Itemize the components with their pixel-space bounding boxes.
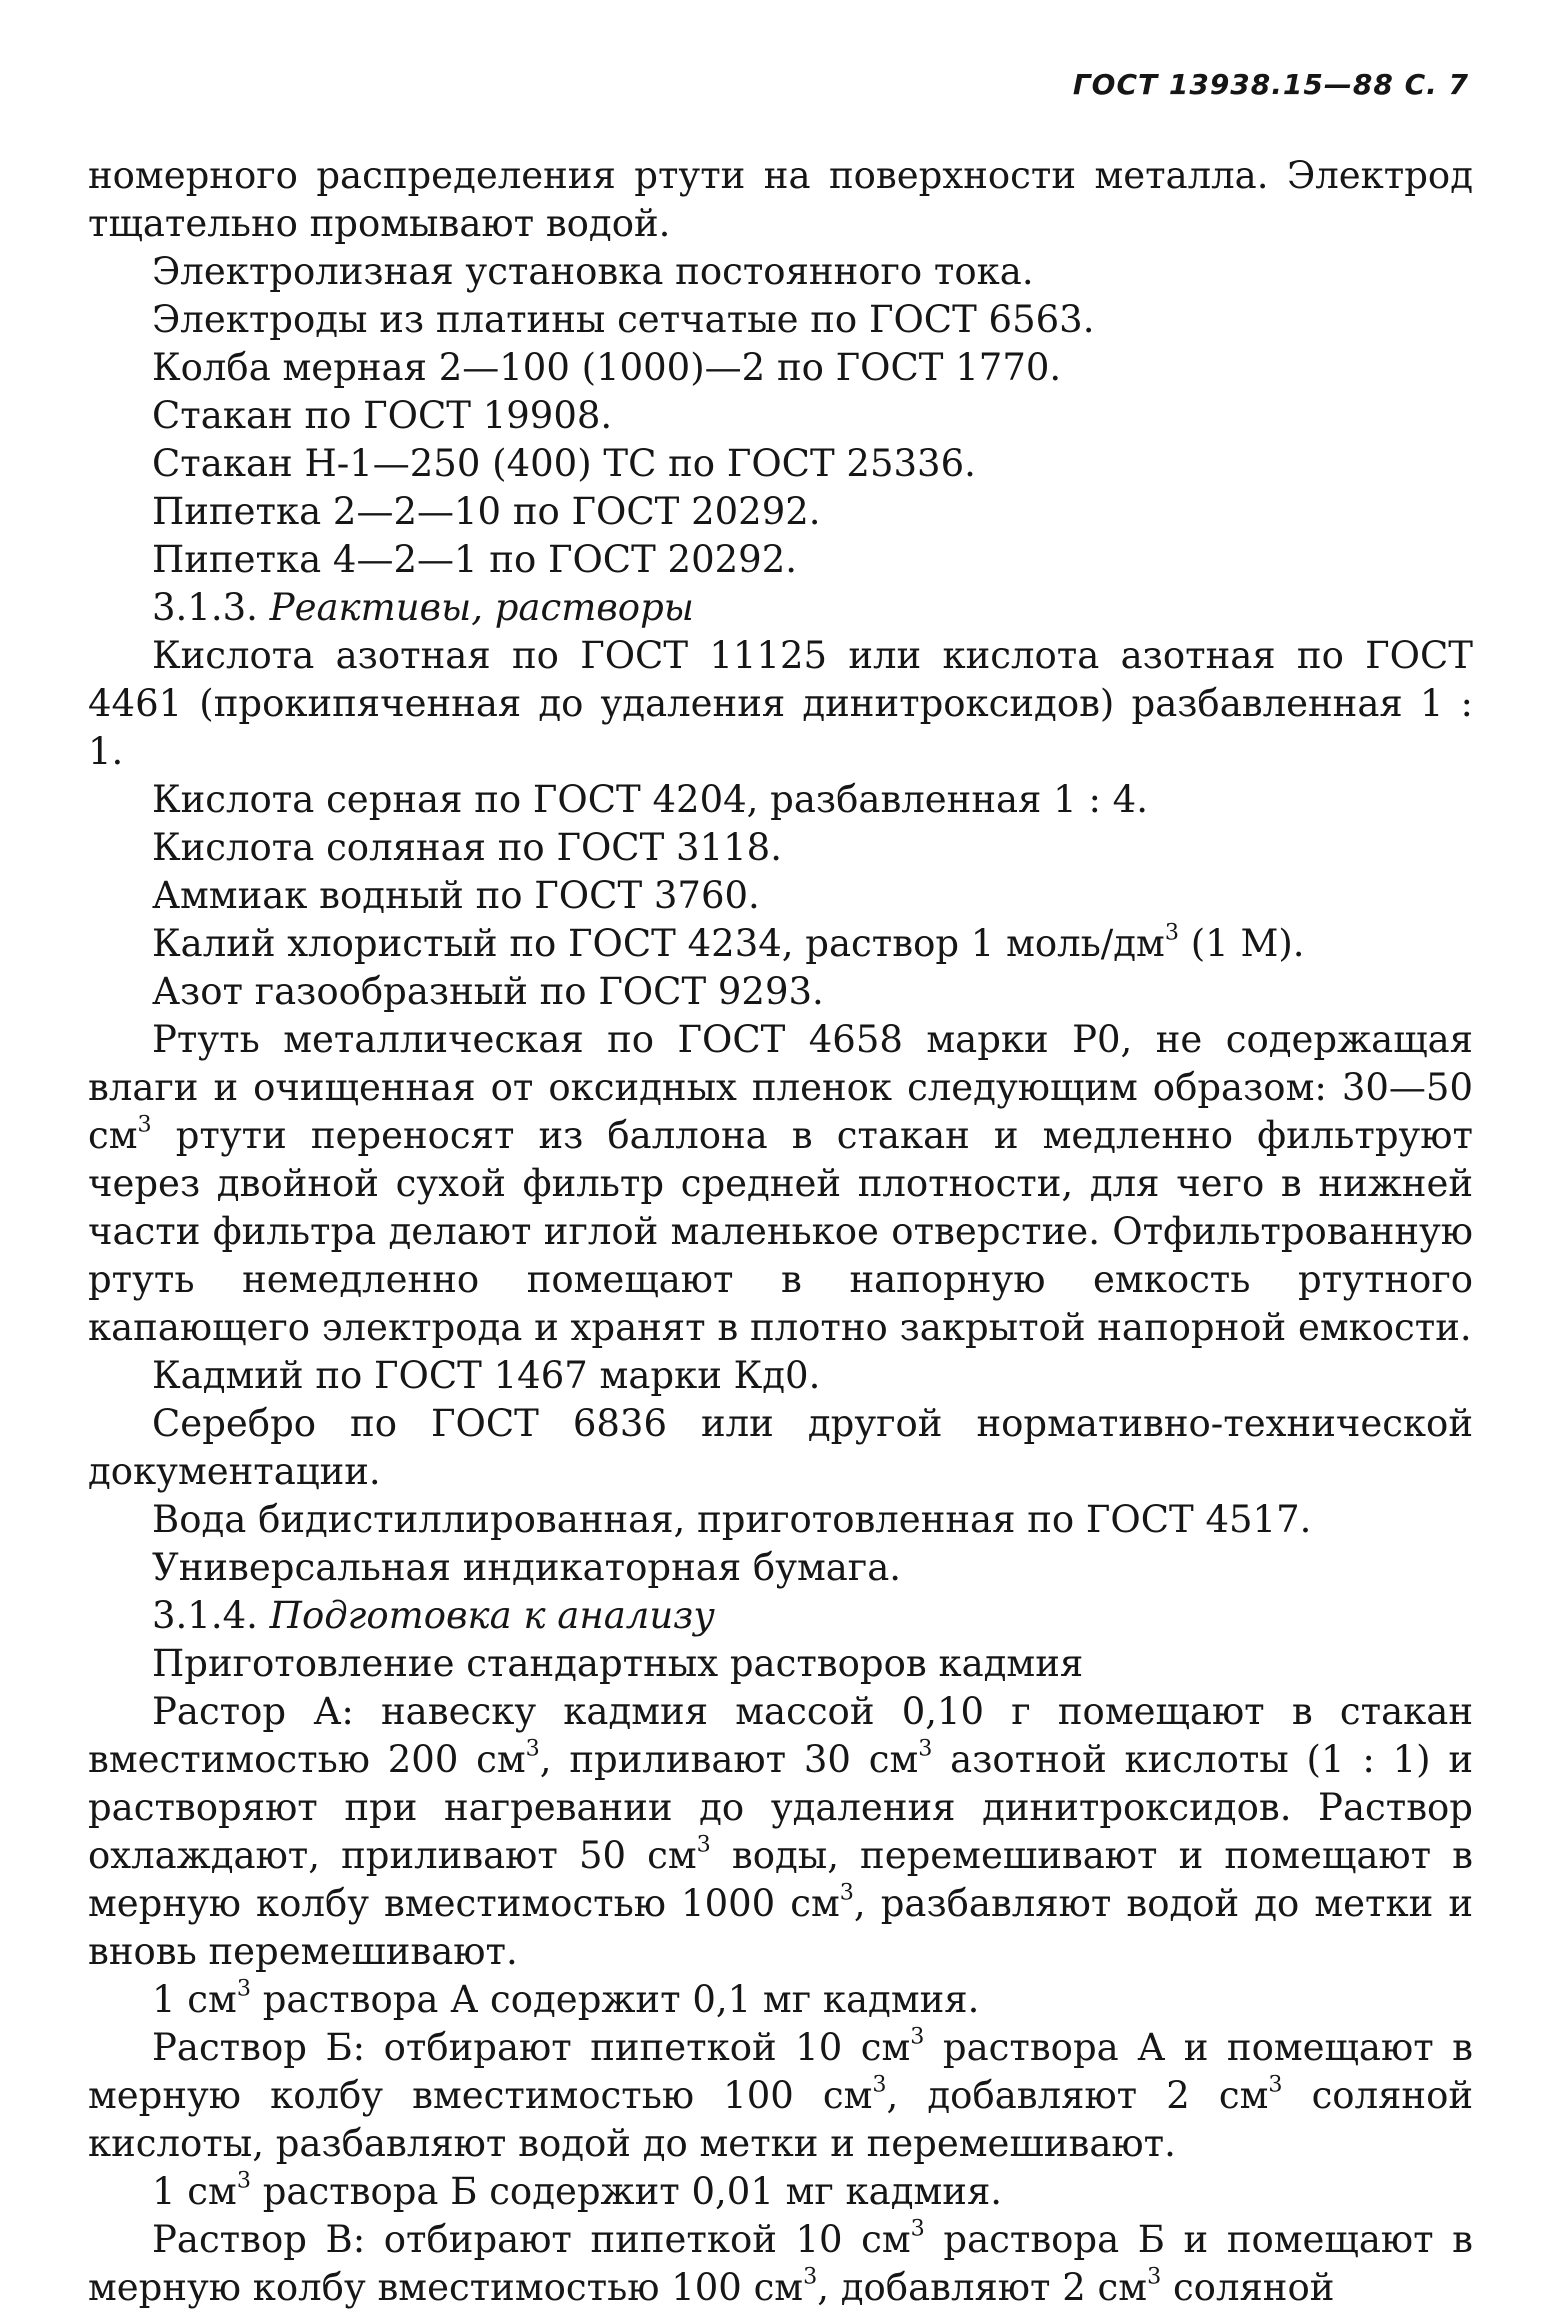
paragraph-text: воды, перемешивают и помещают в мерную колбу вместимостью 1000 см (88, 1834, 1474, 1925)
superscript: 3 (918, 1735, 933, 1762)
paragraph: Пипетка 4—2—1 по ГОСТ 20292. (152, 538, 798, 581)
superscript: 3 (839, 1879, 854, 1906)
superscript: 3 (803, 2263, 818, 2290)
paragraph: Электролизная установка постоянного тока. (152, 250, 1034, 293)
paragraph-text: раствора А содержит 0,1 мг кадмия. (250, 1978, 980, 2021)
paragraph: Стакан по ГОСТ 19908. (152, 394, 613, 437)
section-number: 3.1.3. (152, 586, 258, 629)
paragraph (88, 1016, 1473, 1352)
section-title: Реактивы, растворы (269, 586, 694, 629)
paragraph (88, 2168, 1473, 2216)
paragraph-text: Раствор Б: отбирают пипеткой 10 см (152, 2026, 911, 2069)
paragraph (88, 920, 1473, 968)
paragraph-text: раствора Б и помещают в мерную колбу вместимостью 100 см (88, 2218, 1473, 2309)
body-text (88, 152, 1473, 2312)
paragraph-text: 1 см (152, 2170, 237, 2213)
paragraph: Электроды из платины сетчатые по ГОСТ 6563. (152, 298, 1095, 341)
paragraph-text: , разбавляют водой до метки и вновь перемешивают. (88, 1882, 1473, 1973)
paragraph-text: соляной (1161, 2266, 1335, 2309)
paragraph: Кислота соляная по ГОСТ 3118. (152, 826, 782, 869)
paragraph-text: Ртуть металлическая по ГОСТ 4658 марки Р0, не содержащая влаги и очищенная от оксидных пленок следующим образом: 30—50 см (88, 1018, 1473, 1157)
paragraph: Приготовление стандартных растворов кадмия (152, 1642, 1084, 1685)
paragraph: Кадмий по ГОСТ 1467 марки Кд0. (152, 1354, 821, 1397)
section-title: Подготовка к анализу (269, 1594, 715, 1637)
paragraph-text: 1 см (152, 1978, 237, 2021)
paragraph: Аммиак водный по ГОСТ 3760. (152, 874, 760, 917)
superscript: 3 (236, 2167, 251, 2194)
paragraph-text: Калий хлористый по ГОСТ 4234, раствор 1 моль/дм (152, 922, 1165, 965)
paragraph (88, 2216, 1473, 2312)
paragraph: Пипетка 2—2—10 по ГОСТ 20292. (152, 490, 821, 533)
section-heading (88, 1592, 1473, 1640)
paragraph (88, 1688, 1473, 1976)
paragraph: Кислота азотная по ГОСТ 11125 или кислота азотная по ГОСТ 4461 (прокипяченная до удаления динитроксидов) разбавленная 1 : 1. (88, 634, 1473, 773)
paragraph-text: , добавляют 2 см (817, 2266, 1148, 2309)
paragraph-text: ртути переносят из баллона в стакан и медленно фильтруют через двойной сухой фильтр средней плотности, для чего в нижней части фильтра делают иглой маленькое отверстие. Отфильтрованную ртуть немедленно помещают в напорную емкость ртутного капающего электрода и хранят в плотно закрытой напорной емкости. (88, 1114, 1473, 1349)
paragraph-text: Растор А: навеску кадмия массой 0,10 г помещают в стакан вместимостью 200 см (88, 1690, 1473, 1781)
paragraph: Вода бидистиллированная, приготовленная по ГОСТ 4517. (152, 1498, 1312, 1541)
superscript: 3 (137, 1111, 152, 1138)
superscript: 3 (1164, 919, 1179, 946)
running-head: ГОСТ 13938.15—88 С. 7 (1072, 68, 1469, 101)
superscript: 3 (1147, 2263, 1162, 2290)
paragraph (88, 2024, 1473, 2168)
paragraph: Серебро по ГОСТ 6836 или другой нормативно-технической документации. (88, 1402, 1473, 1493)
paragraph-text: , приливают 30 см (539, 1738, 919, 1781)
superscript: 3 (872, 2071, 887, 2098)
paragraph-text: соляной кислоты, разбавляют водой до метки и перемешивают. (88, 2074, 1474, 2165)
section-heading (88, 584, 1473, 632)
paragraph-text: азотной кислоты (1 : 1) и растворяют при нагревании до удаления динитроксидов. Раствор охлаждают, приливают 50 см (88, 1738, 1474, 1877)
paragraph: номерного распределения ртути на поверхности металла. Электрод тщательно промывают водой. (88, 154, 1473, 245)
paragraph-text: Раствор В: отбирают пипеткой 10 см (152, 2218, 911, 2261)
superscript: 3 (910, 2023, 925, 2050)
paragraph: Универсальная индикаторная бумага. (152, 1546, 902, 1589)
paragraph-text: , добавляют 2 см (886, 2074, 1269, 2117)
paragraph-text: раствора Б содержит 0,01 мг кадмия. (250, 2170, 1003, 2213)
superscript: 3 (236, 1975, 251, 2002)
superscript: 3 (910, 2215, 925, 2242)
paragraph (88, 1976, 1473, 2024)
paragraph-text: (1 М). (1178, 922, 1305, 965)
superscript: 3 (696, 1831, 711, 1858)
paragraph: Азот газообразный по ГОСТ 9293. (152, 970, 824, 1013)
paragraph: Стакан Н-1—250 (400) ТС по ГОСТ 25336. (152, 442, 976, 485)
superscript: 3 (525, 1735, 540, 1762)
superscript: 3 (1268, 2071, 1283, 2098)
section-number: 3.1.4. (152, 1594, 258, 1637)
paragraph: Кислота серная по ГОСТ 4204, разбавленная 1 : 4. (152, 778, 1148, 821)
paragraph: Колба мерная 2—100 (1000)—2 по ГОСТ 1770. (152, 346, 1062, 389)
paragraph-text: раствора А и помещают в мерную колбу вместимостью 100 см (88, 2026, 1474, 2117)
